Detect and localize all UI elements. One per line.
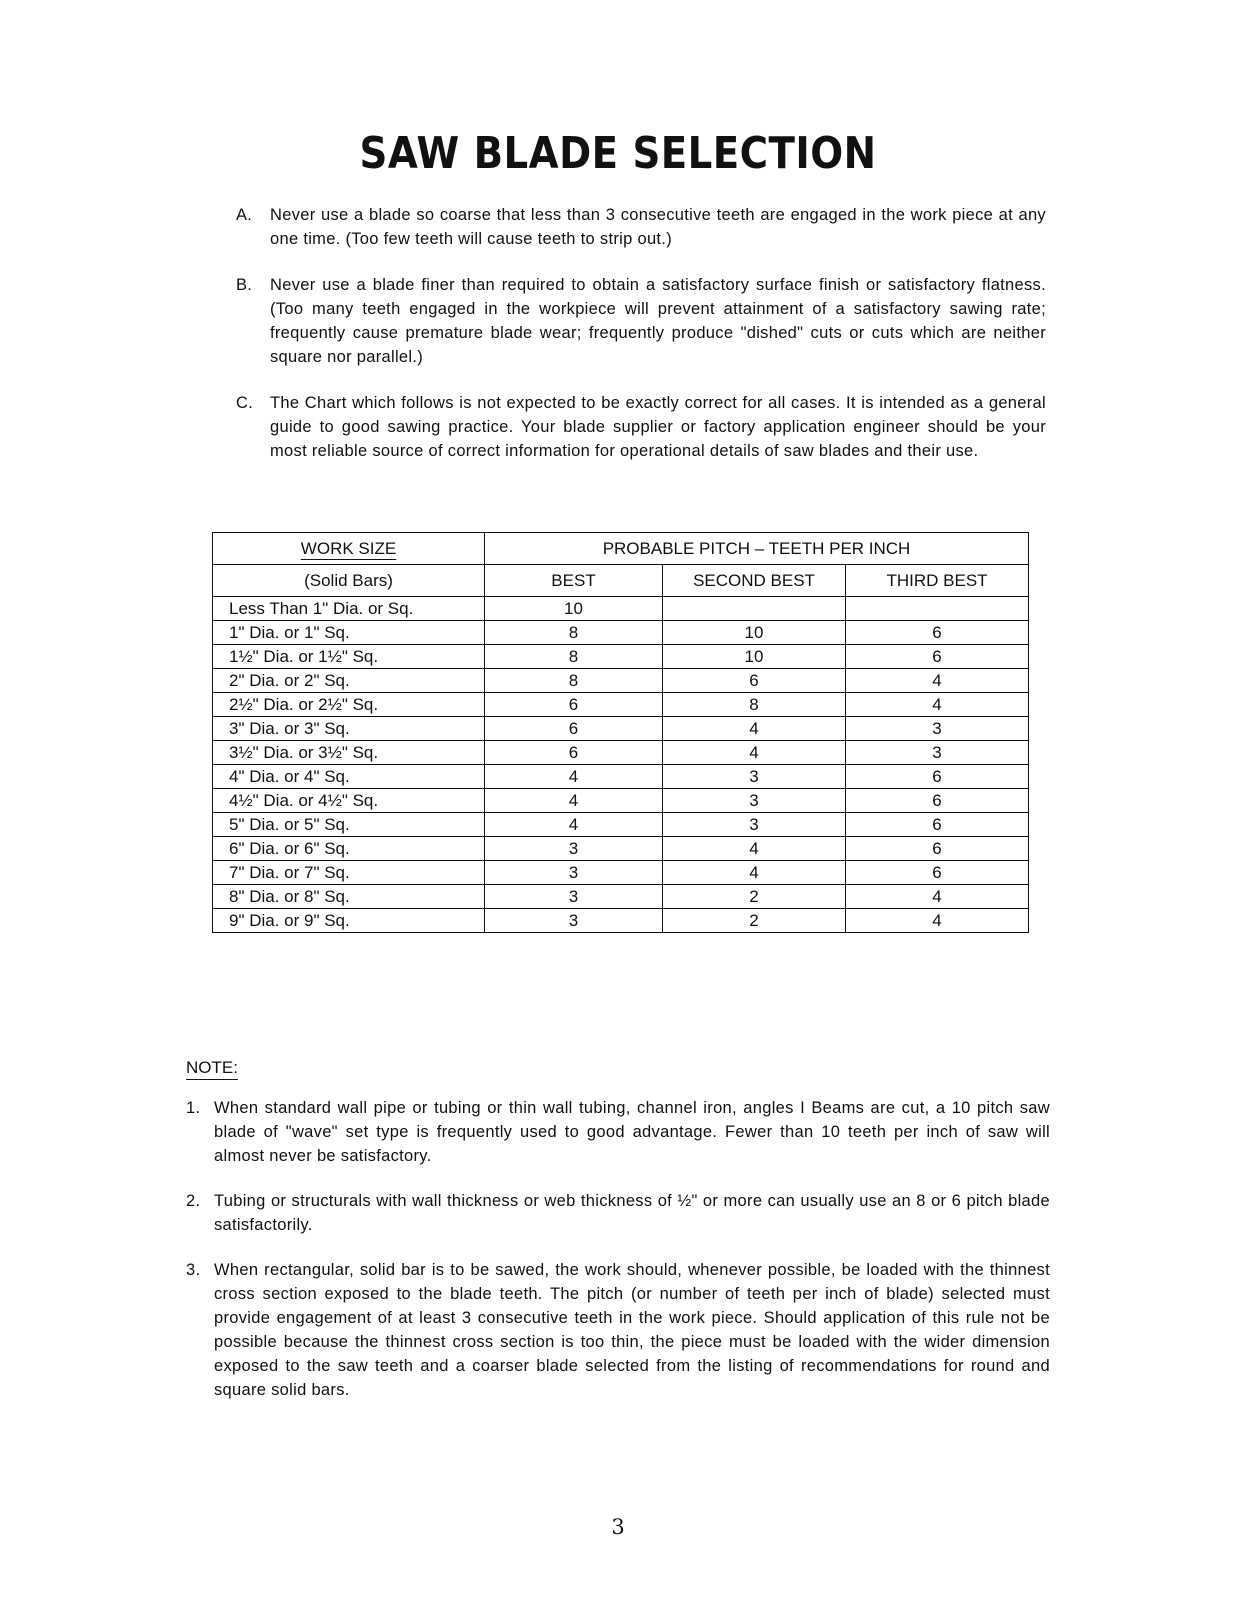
third-best-pitch-cell: 4 bbox=[846, 885, 1029, 909]
table-row bbox=[213, 693, 1029, 717]
second-best-pitch-cell: 10 bbox=[663, 621, 846, 645]
table-subheader-row bbox=[213, 565, 1029, 597]
third-best-pitch-cell bbox=[846, 597, 1029, 621]
third-best-pitch-cell: 4 bbox=[846, 669, 1029, 693]
table-row bbox=[213, 669, 1029, 693]
work-size-subheader: (Solid Bars) bbox=[213, 565, 485, 597]
best-pitch-cell: 10 bbox=[485, 597, 663, 621]
rule-item bbox=[236, 273, 1046, 369]
pitch-table bbox=[212, 532, 1029, 933]
second-best-pitch-cell: 4 bbox=[663, 741, 846, 765]
rule-text: Never use a blade finer than required to obtain a satisfactory surface finish or satisfactory flatness. (Too many teeth engaged in the workpiece will prevent attainment of a satisfactory sawing rate; frequently cause premature blade wear; frequently produce "dished" cuts or cuts which are neither square nor parallel.) bbox=[270, 276, 1046, 366]
best-pitch-cell: 3 bbox=[485, 909, 663, 933]
best-pitch-cell: 6 bbox=[485, 693, 663, 717]
table-row bbox=[213, 645, 1029, 669]
best-pitch-cell: 4 bbox=[485, 765, 663, 789]
rule-label: A. bbox=[236, 206, 253, 224]
size-cell: Less Than 1" Dia. or Sq. bbox=[213, 597, 485, 621]
table-row bbox=[213, 717, 1029, 741]
rule-item bbox=[236, 391, 1046, 463]
size-cell: 8" Dia. or 8" Sq. bbox=[213, 885, 485, 909]
work-size-header bbox=[213, 533, 485, 565]
second-best-pitch-cell: 3 bbox=[663, 813, 846, 837]
note-text: Tubing or structurals with wall thickness or web thickness of ½" or more can usually use an 8 or 6 pitch blade satisfactorily. bbox=[214, 1192, 1050, 1234]
size-cell: 1" Dia. or 1" Sq. bbox=[213, 621, 485, 645]
third-best-pitch-cell: 3 bbox=[846, 741, 1029, 765]
size-cell: 6" Dia. or 6" Sq. bbox=[213, 837, 485, 861]
best-pitch-cell: 8 bbox=[485, 645, 663, 669]
column-header-third-best: THIRD BEST bbox=[846, 565, 1029, 597]
rule-label: C. bbox=[236, 394, 254, 412]
third-best-pitch-cell: 6 bbox=[846, 813, 1029, 837]
table-row bbox=[213, 597, 1029, 621]
third-best-pitch-cell: 6 bbox=[846, 645, 1029, 669]
size-cell: 2½" Dia. or 2½" Sq. bbox=[213, 693, 485, 717]
second-best-pitch-cell: 4 bbox=[663, 837, 846, 861]
second-best-pitch-cell: 10 bbox=[663, 645, 846, 669]
page-number: 3 bbox=[611, 1515, 625, 1539]
page-title: SAW BLADE SELECTION bbox=[359, 128, 877, 179]
table-row bbox=[213, 837, 1029, 861]
third-best-pitch-cell: 4 bbox=[846, 693, 1029, 717]
note-heading: NOTE: bbox=[186, 1058, 238, 1080]
third-best-pitch-cell: 6 bbox=[846, 837, 1029, 861]
rule-text: Never use a blade so coarse that less than 3 consecutive teeth are engaged in the work piece at any one time. (Too few teeth will cause teeth to strip out.) bbox=[270, 206, 1046, 248]
best-pitch-cell: 6 bbox=[485, 717, 663, 741]
size-cell: 3½" Dia. or 3½" Sq. bbox=[213, 741, 485, 765]
rules-list bbox=[236, 203, 1046, 485]
note-text: When standard wall pipe or tubing or thin wall tubing, channel iron, angles I Beams are cut, a 10 pitch saw blade of "wave" set type is frequently used to good advantage. Fewer than 10 teeth per inch of saw will almost never be satisfactory. bbox=[214, 1099, 1050, 1165]
second-best-pitch-cell: 3 bbox=[663, 765, 846, 789]
size-cell: 4" Dia. or 4" Sq. bbox=[213, 765, 485, 789]
table-row bbox=[213, 813, 1029, 837]
size-cell: 2" Dia. or 2" Sq. bbox=[213, 669, 485, 693]
column-header-second-best: SECOND BEST bbox=[663, 565, 846, 597]
notes-list bbox=[186, 1096, 1050, 1423]
third-best-pitch-cell: 4 bbox=[846, 909, 1029, 933]
second-best-pitch-cell: 2 bbox=[663, 909, 846, 933]
third-best-pitch-cell: 6 bbox=[846, 765, 1029, 789]
table-row bbox=[213, 765, 1029, 789]
best-pitch-cell: 6 bbox=[485, 741, 663, 765]
second-best-pitch-cell: 4 bbox=[663, 717, 846, 741]
best-pitch-cell: 4 bbox=[485, 789, 663, 813]
work-size-header-label: WORK SIZE bbox=[300, 538, 397, 558]
table-header-row bbox=[213, 533, 1029, 565]
note-item bbox=[186, 1189, 1050, 1237]
size-cell: 9" Dia. or 9" Sq. bbox=[213, 909, 485, 933]
column-header-best: BEST bbox=[485, 565, 663, 597]
table-row bbox=[213, 621, 1029, 645]
best-pitch-cell: 3 bbox=[485, 885, 663, 909]
size-cell: 3" Dia. or 3" Sq. bbox=[213, 717, 485, 741]
second-best-pitch-cell: 3 bbox=[663, 789, 846, 813]
note-text: When rectangular, solid bar is to be sawed, the work should, whenever possible, be loaded with the thinnest cross section exposed to the blade teeth. The pitch (or number of teeth per inch of blade) selected must provide engagement of at least 3 consecutive teeth in the work piece. Should application of this rule not be possible because the thinnest cross section is too thin, the piece must be loaded with the wider dimension exposed to the saw teeth and a coarser blade selected from the listing of recommendations for round and square solid bars. bbox=[214, 1261, 1050, 1399]
best-pitch-cell: 3 bbox=[485, 861, 663, 885]
rule-label: B. bbox=[236, 276, 253, 294]
best-pitch-cell: 4 bbox=[485, 813, 663, 837]
size-cell: 5" Dia. or 5" Sq. bbox=[213, 813, 485, 837]
pitch-table-container bbox=[212, 532, 1028, 933]
table-row bbox=[213, 909, 1029, 933]
note-label: 2. bbox=[186, 1192, 201, 1210]
rule-item bbox=[236, 203, 1046, 251]
second-best-pitch-cell bbox=[663, 597, 846, 621]
size-cell: 4½" Dia. or 4½" Sq. bbox=[213, 789, 485, 813]
rule-text: The Chart which follows is not expected to be exactly correct for all cases. It is intended as a general guide to good sawing practice. Your blade supplier or factory application engineer should be your most reliable source of correct information for operational details of saw blades and their use. bbox=[270, 394, 1046, 460]
table-row bbox=[213, 741, 1029, 765]
pitch-header: PROBABLE PITCH – TEETH PER INCH bbox=[485, 533, 1029, 565]
note-label: 1. bbox=[186, 1099, 201, 1117]
table-row bbox=[213, 861, 1029, 885]
size-cell: 7" Dia. or 7" Sq. bbox=[213, 861, 485, 885]
best-pitch-cell: 8 bbox=[485, 669, 663, 693]
size-cell: 1½" Dia. or 1½" Sq. bbox=[213, 645, 485, 669]
note-label: 3. bbox=[186, 1261, 201, 1279]
best-pitch-cell: 3 bbox=[485, 837, 663, 861]
third-best-pitch-cell: 6 bbox=[846, 789, 1029, 813]
note-item bbox=[186, 1258, 1050, 1402]
table-row bbox=[213, 885, 1029, 909]
third-best-pitch-cell: 3 bbox=[846, 717, 1029, 741]
best-pitch-cell: 8 bbox=[485, 621, 663, 645]
table-row bbox=[213, 789, 1029, 813]
second-best-pitch-cell: 2 bbox=[663, 885, 846, 909]
second-best-pitch-cell: 8 bbox=[663, 693, 846, 717]
pitch-table-body bbox=[213, 597, 1029, 933]
note-item bbox=[186, 1096, 1050, 1168]
second-best-pitch-cell: 6 bbox=[663, 669, 846, 693]
second-best-pitch-cell: 4 bbox=[663, 861, 846, 885]
third-best-pitch-cell: 6 bbox=[846, 861, 1029, 885]
third-best-pitch-cell: 6 bbox=[846, 621, 1029, 645]
